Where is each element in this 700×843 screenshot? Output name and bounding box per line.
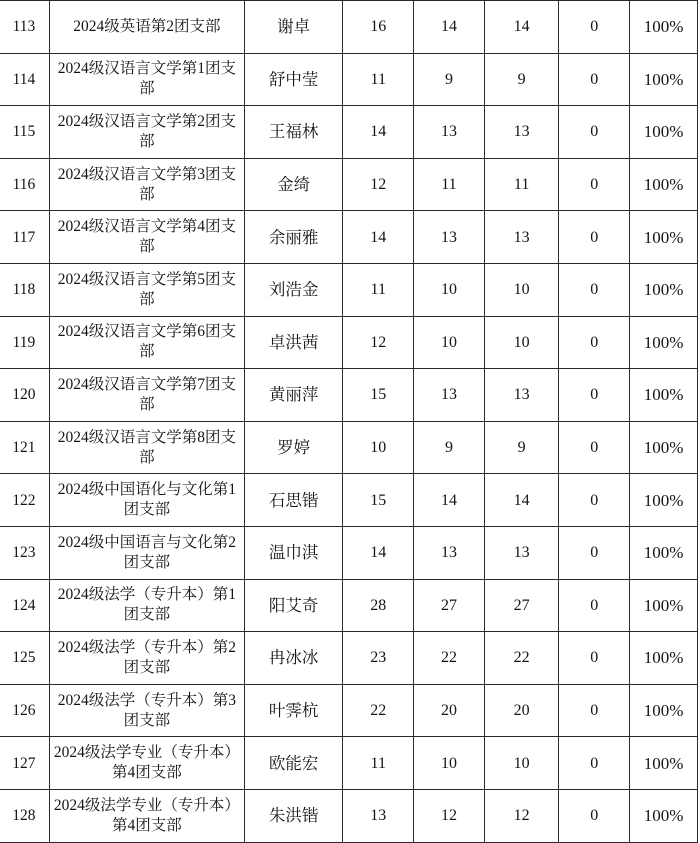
count-total-cell: 28: [343, 579, 414, 632]
branch-name-cell: 2024级汉语言文学第7团支部: [49, 369, 244, 422]
count-absent-cell: 0: [559, 316, 630, 369]
count-attended-cell: 10: [414, 737, 485, 790]
count-attended-cell: 9: [414, 421, 485, 474]
branch-name-cell: 2024级法学（专升本）第1团支部: [49, 579, 244, 632]
count-total-cell: 15: [343, 474, 414, 527]
secretary-name-cell: 罗婷: [244, 421, 343, 474]
table-row: [0, 579, 698, 632]
completion-rate-cell: 100%: [630, 737, 698, 790]
count-attended-cell: 9: [414, 53, 485, 106]
secretary-name-cell: 叶霁杭: [244, 684, 343, 737]
count-total-cell: 14: [343, 211, 414, 264]
count-total-cell: 11: [343, 263, 414, 316]
count-absent-cell: 0: [559, 53, 630, 106]
branch-name-cell: 2024级法学（专升本）第3团支部: [49, 684, 244, 737]
branch-name-cell: 2024级汉语言文学第4团支部: [49, 211, 244, 264]
completion-rate-cell: 100%: [630, 421, 698, 474]
secretary-name-cell: 舒中莹: [244, 53, 343, 106]
secretary-name-cell: 冉冰冰: [244, 632, 343, 685]
completion-rate-cell: 100%: [630, 158, 698, 211]
count-attended-cell: 27: [414, 579, 485, 632]
branch-name-cell: 2024级汉语言文学第6团支部: [49, 316, 244, 369]
count-completed-cell: 20: [484, 684, 559, 737]
count-completed-cell: 10: [484, 263, 559, 316]
table-row: [0, 106, 698, 159]
completion-rate-cell: 100%: [630, 369, 698, 422]
count-completed-cell: 13: [484, 211, 559, 264]
count-attended-cell: 12: [414, 789, 485, 842]
count-total-cell: 13: [343, 789, 414, 842]
table-row: [0, 737, 698, 790]
secretary-name-cell: 黄丽萍: [244, 369, 343, 422]
count-attended-cell: 10: [414, 263, 485, 316]
row-number-cell: 118: [0, 263, 49, 316]
table-row: [0, 316, 698, 369]
count-absent-cell: 0: [559, 789, 630, 842]
count-absent-cell: 0: [559, 737, 630, 790]
branch-name-cell: 2024级汉语言文学第5团支部: [49, 263, 244, 316]
count-attended-cell: 14: [414, 1, 485, 54]
count-absent-cell: 0: [559, 158, 630, 211]
count-completed-cell: 12: [484, 789, 559, 842]
count-completed-cell: 9: [484, 53, 559, 106]
count-completed-cell: 14: [484, 1, 559, 54]
count-completed-cell: 10: [484, 316, 559, 369]
table-row: [0, 421, 698, 474]
table-row: [0, 158, 698, 211]
row-number-cell: 121: [0, 421, 49, 474]
secretary-name-cell: 石思锴: [244, 474, 343, 527]
branch-name-cell: 2024级汉语言文学第8团支部: [49, 421, 244, 474]
branch-name-cell: 2024级汉语言文学第2团支部: [49, 106, 244, 159]
count-total-cell: 15: [343, 369, 414, 422]
count-completed-cell: 9: [484, 421, 559, 474]
count-attended-cell: 10: [414, 316, 485, 369]
count-total-cell: 22: [343, 684, 414, 737]
count-completed-cell: 13: [484, 106, 559, 159]
count-absent-cell: 0: [559, 421, 630, 474]
completion-rate-cell: 100%: [630, 474, 698, 527]
count-completed-cell: 22: [484, 632, 559, 685]
table-row: [0, 474, 698, 527]
row-number-cell: 127: [0, 737, 49, 790]
count-completed-cell: 10: [484, 737, 559, 790]
completion-rate-cell: 100%: [630, 1, 698, 54]
row-number-cell: 125: [0, 632, 49, 685]
completion-rate-cell: 100%: [630, 263, 698, 316]
table-body: [0, 1, 698, 843]
row-number-cell: 120: [0, 369, 49, 422]
count-attended-cell: 13: [414, 211, 485, 264]
count-total-cell: 11: [343, 53, 414, 106]
completion-rate-cell: 100%: [630, 53, 698, 106]
branch-name-cell: 2024级法学（专升本）第2团支部: [49, 632, 244, 685]
count-absent-cell: 0: [559, 684, 630, 737]
count-attended-cell: 14: [414, 474, 485, 527]
table-row: [0, 789, 698, 842]
secretary-name-cell: 王福林: [244, 106, 343, 159]
secretary-name-cell: 谢卓: [244, 1, 343, 54]
count-total-cell: 12: [343, 316, 414, 369]
count-total-cell: 10: [343, 421, 414, 474]
secretary-name-cell: 刘浩金: [244, 263, 343, 316]
row-number-cell: 122: [0, 474, 49, 527]
row-number-cell: 126: [0, 684, 49, 737]
count-absent-cell: 0: [559, 579, 630, 632]
secretary-name-cell: 卓洪茜: [244, 316, 343, 369]
count-completed-cell: 11: [484, 158, 559, 211]
branch-name-cell: 2024级法学专业（专升本）第4团支部: [49, 789, 244, 842]
count-absent-cell: 0: [559, 106, 630, 159]
row-number-cell: 117: [0, 211, 49, 264]
completion-rate-cell: 100%: [630, 632, 698, 685]
count-total-cell: 11: [343, 737, 414, 790]
branch-name-cell: 2024级汉语言文学第1团支部: [49, 53, 244, 106]
branch-name-cell: 2024级汉语言文学第3团支部: [49, 158, 244, 211]
count-total-cell: 12: [343, 158, 414, 211]
table-row: [0, 211, 698, 264]
branch-name-cell: 2024级法学专业（专升本）第4团支部: [49, 737, 244, 790]
count-absent-cell: 0: [559, 474, 630, 527]
completion-rate-cell: 100%: [630, 106, 698, 159]
count-total-cell: 23: [343, 632, 414, 685]
secretary-name-cell: 朱洪锴: [244, 789, 343, 842]
table-row: [0, 526, 698, 579]
count-attended-cell: 20: [414, 684, 485, 737]
count-absent-cell: 0: [559, 263, 630, 316]
completion-rate-cell: 100%: [630, 316, 698, 369]
count-total-cell: 14: [343, 106, 414, 159]
branch-name-cell: 2024级英语第2团支部: [49, 1, 244, 54]
row-number-cell: 128: [0, 789, 49, 842]
completion-rate-cell: 100%: [630, 789, 698, 842]
count-absent-cell: 0: [559, 632, 630, 685]
row-number-cell: 116: [0, 158, 49, 211]
secretary-name-cell: 欧能宏: [244, 737, 343, 790]
count-absent-cell: 0: [559, 211, 630, 264]
table-row: [0, 1, 698, 54]
row-number-cell: 113: [0, 1, 49, 54]
secretary-name-cell: 阳艾奇: [244, 579, 343, 632]
count-absent-cell: 0: [559, 369, 630, 422]
count-attended-cell: 11: [414, 158, 485, 211]
secretary-name-cell: 余丽雅: [244, 211, 343, 264]
secretary-name-cell: 金绮: [244, 158, 343, 211]
table-row: [0, 263, 698, 316]
count-attended-cell: 22: [414, 632, 485, 685]
completion-rate-cell: 100%: [630, 579, 698, 632]
row-number-cell: 123: [0, 526, 49, 579]
count-completed-cell: 14: [484, 474, 559, 527]
row-number-cell: 124: [0, 579, 49, 632]
completion-rate-cell: 100%: [630, 211, 698, 264]
count-completed-cell: 13: [484, 369, 559, 422]
count-attended-cell: 13: [414, 106, 485, 159]
secretary-name-cell: 温巾淇: [244, 526, 343, 579]
count-total-cell: 16: [343, 1, 414, 54]
count-completed-cell: 13: [484, 526, 559, 579]
count-total-cell: 14: [343, 526, 414, 579]
table-row: [0, 53, 698, 106]
table-row: [0, 632, 698, 685]
branch-name-cell: 2024级中国语化与文化第1团支部: [49, 474, 244, 527]
row-number-cell: 119: [0, 316, 49, 369]
table-row: [0, 369, 698, 422]
count-completed-cell: 27: [484, 579, 559, 632]
completion-rate-cell: 100%: [630, 526, 698, 579]
table-row: [0, 684, 698, 737]
row-number-cell: 114: [0, 53, 49, 106]
branch-name-cell: 2024级中国语言与文化第2团支部: [49, 526, 244, 579]
count-absent-cell: 0: [559, 526, 630, 579]
completion-rate-cell: 100%: [630, 684, 698, 737]
count-attended-cell: 13: [414, 369, 485, 422]
count-attended-cell: 13: [414, 526, 485, 579]
count-absent-cell: 0: [559, 1, 630, 54]
row-number-cell: 115: [0, 106, 49, 159]
